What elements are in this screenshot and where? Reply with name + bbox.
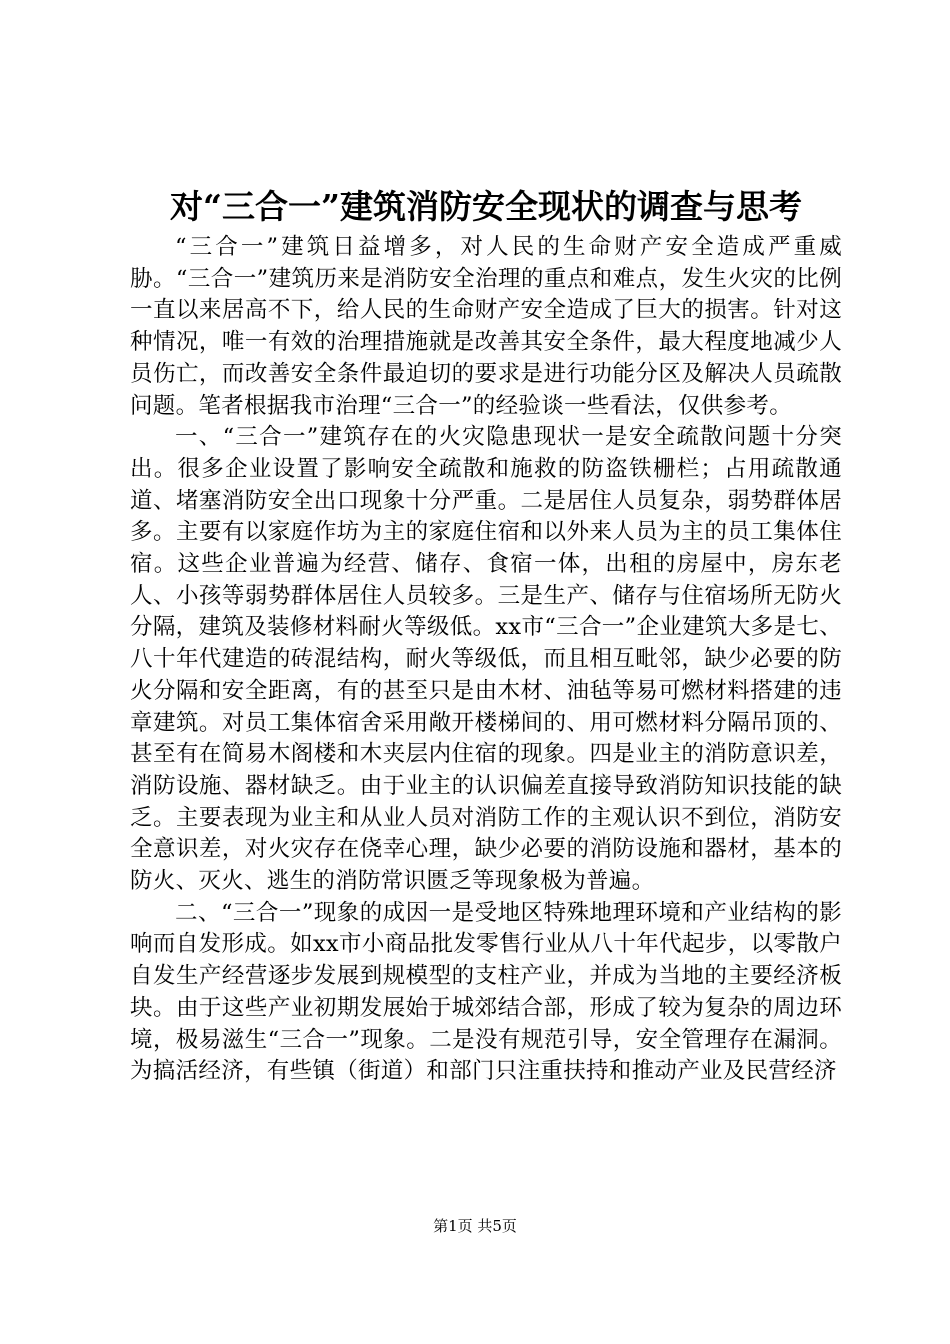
document-page — [130, 182, 842, 1088]
document-body — [130, 232, 842, 1088]
paragraph-intro: “三合一”建筑日益增多，对人民的生命财产安全造成严重威胁。“三合一”建筑历来是消防安全治理的重点和难点，发生火灾的比例一直以来居高不下，给人民的生命财产安全造成了巨大的损害。针对这种情况，唯一有效的治理措施就是改善其安全条件，最大程度地减少人员伤亡，而改善安全条件最迫切的要求是进行功能分区及解决人员疏散问题。笔者根据我市治理“三合一”的经验谈一些看法，仅供参考。 — [130, 234, 842, 419]
paragraph-section-1: 一、“三合一”建筑存在的火灾隐患现状一是安全疏散问题十分突出。很多企业设置了影响安全疏散和施救的防盗铁栅栏；占用疏散通道、堵塞消防安全出口现象十分严重。二是居住人员复杂，弱势群体居多。主要有以家庭作坊为主的家庭住宿和以外来人员为主的员工集体住宿。这些企业普遍为经营、储存、食宿一体，出租的房屋中，房东老人、小孩等弱势群体居住人员较多。三是生产、储存与住宿场所无防火分隔，建筑及装修材料耐火等级低。xx市“三合一”企业建筑大多是七、八十年代建造的砖混结构，耐火等级低，而且相互毗邻，缺少必要的防火分隔和安全距离，有的甚至只是由木材、油毡等易可燃材料搭建的违章建筑。对员工集体宿舍采用敞开楼梯间的、用可燃材料分隔吊顶的、甚至有在简易木阁楼和木夹层内住宿的现象。四是业主的消防意识差，消防设施、器材缺乏。由于业主的认识偏差直接导致消防知识技能的缺乏。主要表现为业主和从业人员对消防工作的主观认识不到位，消防安全意识差，对火灾存在侥幸心理，缺少必要的消防设施和器材，基本的防火、灭火、逃生的消防常识匮乏等现象极为普遍。 — [130, 424, 842, 895]
page-footer: 第1页 共5页 — [433, 1217, 517, 1235]
document-title: 对“三合一”建筑消防安全现状的调查与思考 — [170, 187, 802, 226]
paragraph-section-2: 二、“三合一”现象的成因一是受地区特殊地理环境和产业结构的影响而自发形成。如xx市小商品批发零售行业从八十年代起步，以零散户自发生产经营逐步发展到规模型的支柱产业，并成为当地的主要经济板块。由于这些产业初期发展始于城郊结合部，形成了较为复杂的周边环境，极易滋生“三合一”现象。二是没有规范引导，安全管理存在漏洞。为搞活经济，有些镇（街道）和部门只注重扶持和推动产业及民营经济 — [130, 899, 842, 1085]
